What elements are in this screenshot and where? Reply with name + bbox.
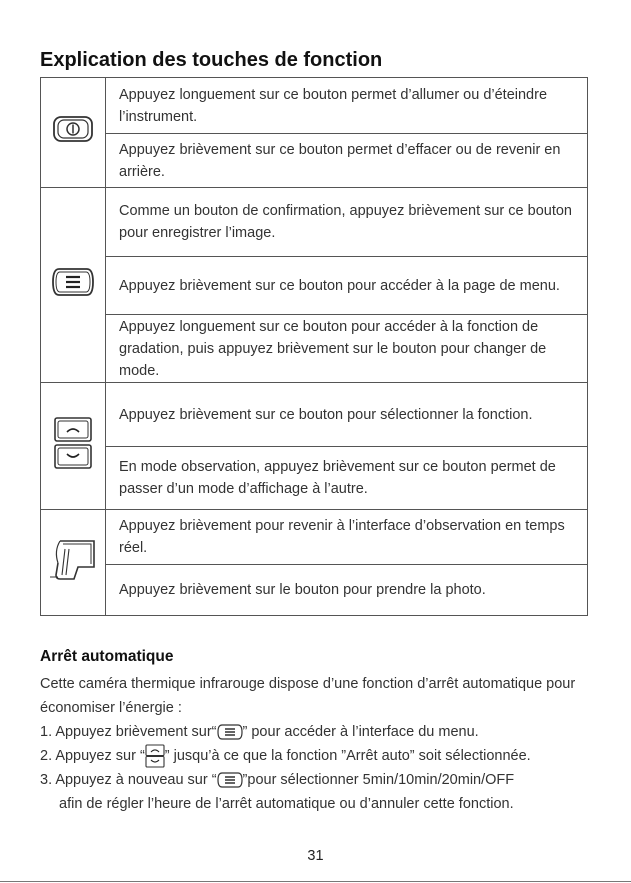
step-2 [40,744,600,768]
footer-divider [0,881,631,882]
key-description: En mode observation, appuyez brièvement sur ce bouton permet de passer d’un mode d’affichage à l’autre. [106,447,588,510]
table-row [41,510,588,565]
menu-key-cell [41,188,106,383]
key-description: Appuyez brièvement sur le bouton pour prendre la photo. [106,565,588,616]
step-3-continued: afin de régler l’heure de l’arrêt automatique ou d’annuler cette fonction. [59,796,514,813]
menu-button-icon [217,724,243,740]
table-row [41,257,588,315]
trigger-button-icon [48,537,98,581]
step-1-text-end: ” pour accéder à l’interface du menu. [242,724,479,740]
function-keys-table [40,77,588,616]
auto-off-instructions [40,672,600,816]
key-description: Appuyez brièvement pour revenir à l’interface d’observation en temps réel. [106,510,588,565]
step-2-text-end: ” jusqu’à ce que la fonction ”Arrêt auto” soit sélectionnée. [164,748,531,764]
key-description: Appuyez brièvement sur ce bouton pour accéder à la page de menu. [106,257,588,315]
table-row [41,134,588,188]
page-number: 31 [307,848,324,864]
step-1-text: 1. Appuyez brièvement sur“ [40,724,217,740]
key-description: Appuyez longuement sur ce bouton pour accéder à la fonction de gradation, puis appuyez brièvement sur le bouton pour changer de mode. [106,315,588,383]
up-down-buttons-icon [53,416,93,470]
table-row [41,315,588,383]
table-row [41,383,588,447]
table-row [41,188,588,257]
intro-text: Cette caméra thermique infrarouge dispose d’une fonction d’arrêt automatique pour économiser l’énergie : [40,676,576,716]
section-title: Arrêt automatique [40,648,174,665]
updown-key-cell [41,383,106,510]
table-row [41,565,588,616]
trigger-key-cell [41,510,106,616]
page-title: Explication des touches de fonction [40,49,383,71]
table-row [41,447,588,510]
key-description: Appuyez longuement sur ce bouton permet d’allumer ou d’éteindre l’instrument. [106,78,588,134]
key-description: Appuyez brièvement sur ce bouton permet d’effacer ou de revenir en arrière. [106,134,588,188]
step-3 [40,768,600,792]
key-description: Comme un bouton de confirmation, appuyez brièvement sur ce bouton pour enregistrer l’image. [106,188,588,257]
power-key-cell [41,78,106,188]
table-row [41,78,588,134]
step-1 [40,720,600,744]
key-description: Appuyez brièvement sur ce bouton pour sélectionner la fonction. [106,383,588,447]
power-button-icon [52,115,94,143]
menu-button-icon [51,267,95,297]
step-2-text: 2. Appuyez sur “ [40,748,145,764]
up-down-buttons-icon [145,744,165,768]
step-3-text: 3. Appuyez à nouveau sur “ [40,772,217,789]
menu-button-icon [217,772,243,788]
step-3-text-end: ”pour sélectionner 5min/10min/20min/OFF [242,772,515,789]
